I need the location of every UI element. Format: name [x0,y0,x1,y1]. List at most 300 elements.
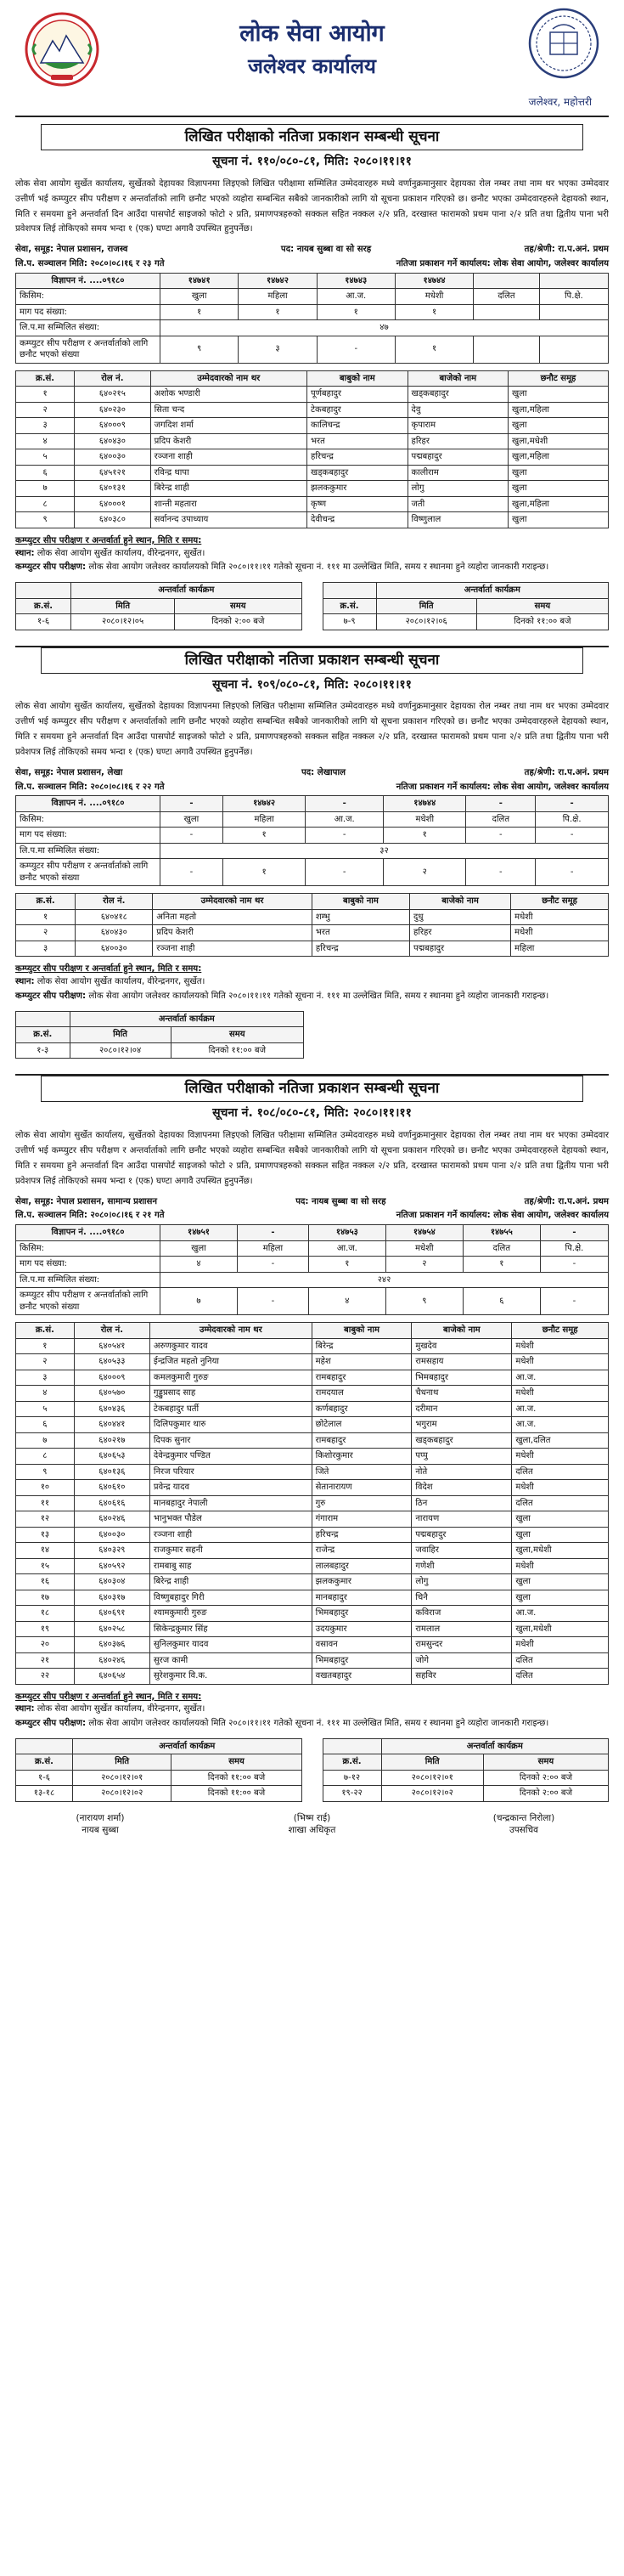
interview-caption-spacer [16,583,71,599]
interview-header-row [323,598,609,614]
candidate-cell: खड्कबहादुर [408,387,509,403]
notice-paragraph: लोक सेवा आयोग सुर्खेत कार्यालय, सुर्खेतको देहायका विज्ञापनमा लिइएको लिखित परीक्षामा सम्मिलित उम्मेदवारहरु मध्ये वर्णानुक्रमानुसार देहायका रोल नम्बर तथा नाम थर भएका उम्मेदवार उत्तीर्ण भई कम्प्युटर सीप परीक्षण र अन्तर्वार्ताको लागि छनौट भएको व्यहोरा सम्बन्धित सबैको जानकारीको लागि यो सूचना प्रकाशन गरिएको छ। छनौट भएका उम्मेदवारहरुले देहायको स्थान, मिति र समयमा हुने अन्तर्वार्ता दिन आउँदा पासपोर्ट साइजको फोटो २ प्रति, प्रमाणपत्रहरुको सक्कल सहित नक्कल २/२ प्रति, दरखास्त फारामको प्रथम पाना २/२ प्रति तथा द्वितीय पाना भरी प्रवेशपत्र लिई तोकिएको समय भन्दा १ (एक) घण्टा अगावै उपस्थित हुनुपर्नेछ। [15,702,609,758]
signature-block [15,1812,609,1836]
interview-cell: १३-१८ [16,1786,73,1802]
advertisement-cell: - [160,828,223,844]
table-row [16,614,302,630]
participant-count: ३२ [160,843,609,859]
advertisement-cell: मधेशी [395,289,473,305]
candidates-column-header: बाजेको नाम [412,1323,512,1339]
participant-count: २४२ [160,1272,609,1288]
candidate-cell: दिलिपकुमार थारु [149,1417,312,1433]
interview-caption-spacer [16,1011,70,1027]
candidate-cell: बिरेन्द्र शाही [149,1574,312,1590]
table-row [16,1495,609,1511]
interview-cell: दिनको ११:०० बजे [171,1042,303,1059]
interview-cell: २०८०।१२।०२ [72,1786,171,1802]
candidate-cell: भगुराम [412,1417,512,1433]
candidates-column-header: बाजेको नाम [408,370,509,387]
candidate-cell: १६ [16,1574,75,1590]
selected-candidates-table [15,370,609,528]
candidate-cell: लालबहादुर [312,1558,412,1574]
candidate-cell: विदेश [412,1480,512,1496]
candidate-cell: झलककुमार [312,1574,412,1590]
interview-cell: दिनको ११:०० बजे [171,1770,301,1786]
candidate-cell: ६४०२३० [75,402,150,418]
candidate-cell: अरुणकुमार यादव [149,1338,312,1354]
table-row [16,1401,609,1417]
interview-column-header: क्र.सं. [16,1027,70,1043]
interview-caption: अन्तर्वार्ता कार्यक्रम [72,1738,301,1754]
advertisement-cell: पि.क्षे. [539,289,608,305]
table-row [16,1511,609,1528]
table-row [16,418,609,434]
skill-test-line [15,561,609,575]
candidate-cell: सहविर [412,1669,512,1685]
candidate-cell: मानबहादुर नेपाली [149,1495,312,1511]
candidate-cell: मधेशी [511,909,609,925]
candidate-cell: ९ [16,1464,75,1480]
advertisement-header-row [16,796,609,812]
candidate-cell: २ [16,925,76,941]
table-row [16,1652,609,1669]
selected-candidates-table [15,893,609,957]
interview-cell: २०८०।१२।०१ [381,1770,483,1786]
candidate-cell: रामसुन्दर [412,1637,512,1653]
interview-column-header: क्र.सं. [16,1754,73,1771]
candidate-cell: ६४०५४१ [74,1338,149,1354]
signatory-name: (नारायण शर्मा) [76,1812,125,1823]
table-row [16,1354,609,1370]
candidate-cell: छोटेलाल [312,1417,412,1433]
candidate-cell: चैधनाथ [412,1386,512,1402]
candidates-column-header: क्र.सं. [16,1323,75,1339]
advertisement-row [16,320,609,336]
advertisement-cell: खुला [160,289,239,305]
advertisement-row-label: कम्प्युटर सीप परीक्षण र अन्तर्वार्ताको लागि छनौट भएको संख्या [16,859,160,886]
skill-test-label: कम्प्युटर सीप परीक्षण: [15,562,87,573]
candidate-cell: वखतबहादुर [312,1669,412,1685]
table-row [16,925,609,941]
notice-reference: सूचना नं. १०९/०८०-८१, मिति: २०८०।११।११ [212,677,412,692]
advertisement-cell [474,336,540,363]
table-row [323,614,609,630]
candidate-cell: ५ [16,449,75,466]
candidate-cell: आ.ज. [512,1401,609,1417]
candidates-column-header: छनौट समूह [511,894,609,910]
candidate-cell: ७ [16,1432,75,1449]
advertisement-cell [474,304,540,320]
interview-header-row [16,598,302,614]
candidate-cell: ३ [16,418,75,434]
interview-column-header: समय [175,598,301,614]
candidates-header-row [16,1323,609,1339]
candidate-cell: हरिचन्द्र [312,1527,412,1543]
candidate-cell: खुला,मधेशी [512,1621,609,1637]
candidate-cell: १ [16,387,75,403]
candidates-column-header: रोल नं. [74,1323,149,1339]
candidate-cell: खुला,महिला [509,402,609,418]
venue-line [15,975,609,990]
candidate-cell: पद्मबहादुर [412,1527,512,1543]
candidate-cell: खुला,महिला [509,496,609,512]
advertisement-cell: महिला [222,811,305,828]
candidate-cell: मानबहादुर [312,1590,412,1606]
advertisement-number-cell: - [160,796,223,812]
candidate-cell: ६४०००९ [74,1370,149,1386]
advertisement-row [16,828,609,844]
advertisement-number-cell: १४७५५ [463,1225,540,1241]
candidate-cell: देवेन्द्रकुमार पण्डित [149,1449,312,1465]
candidate-cell: ७ [16,481,75,497]
advertisement-number-cell: १४७५४ [385,1225,463,1241]
candidate-cell: २१ [16,1652,75,1669]
selected-candidates-table [15,1322,609,1685]
interview-column-header: क्र.सं. [323,598,376,614]
candidate-cell: शान्ती महतारा [150,496,306,512]
table-row [16,1449,609,1465]
post-name: पद: लेखापाल [301,767,346,777]
candidate-cell: दरीमान [412,1401,512,1417]
candidate-cell: रामसहाय [412,1354,512,1370]
table-row [16,909,609,925]
candidate-cell: मधेशी [512,1354,609,1370]
venue-label: स्थान: [15,548,35,558]
candidate-cell: ६४०००९ [75,418,150,434]
candidate-cell: ६४०३०४ [74,1574,149,1590]
candidate-cell: ६४०३८० [75,512,150,528]
result-office: नतिजा प्रकाशन गर्ने कार्यालय: लोक सेवा आयोग, जलेश्वर कार्यालय [396,1211,609,1221]
signatory-role: नायब सुब्बा [82,1825,119,1836]
venue-text: लोक सेवा आयोग सुर्खेत कार्यालय, वीरेन्द्रनगर, सुर्खेत। [37,1704,205,1715]
candidates-column-header: छनौट समूह [512,1323,609,1339]
signatory-3 [439,1812,609,1836]
interview-cell: २०८०।१२।०६ [376,614,476,630]
candidate-cell: ईन्द्रजित महतो नुनिया [149,1354,312,1370]
table-row [16,496,609,512]
candidate-cell: किशोरकुमार [312,1449,412,1465]
candidate-cell: खुला [512,1511,609,1528]
candidate-cell: झलककुमार [307,481,408,497]
advertisement-cell: २ [385,1257,463,1273]
candidate-cell: भानुभक्त पौडेल [149,1511,312,1528]
candidate-cell: दलित [512,1652,609,1669]
candidate-cell: रामलाल [412,1621,512,1637]
candidate-cell: सुरेशकुमार वि.क. [149,1669,312,1685]
candidates-column-header: बाबुको नाम [312,894,409,910]
advertisement-number-cell: विज्ञापन नं. ....०९१८० [16,796,160,812]
advertisement-cell: - [306,828,384,844]
notice-paragraph: लोक सेवा आयोग सुर्खेत कार्यालय, सुर्खेतको देहायका विज्ञापनमा लिइएको लिखित परीक्षामा सम्मिलित उम्मेदवारहरु मध्ये वर्णानुक्रमानुसार देहायका रोल नम्बर तथा नाम थर भएका उम्मेदवार उत्तीर्ण भई कम्प्युटर सीप परीक्षण र अन्तर्वार्ताको लागि छनौट भएको व्यहोरा सम्बन्धित सबैको जानकारीको लागि यो सूचना प्रकाशन गरिएको छ। छनौट भएका उम्मेदवारहरुले देहायको स्थान, मिति र समयमा हुने अन्तर्वार्ता दिन आउँदा पासपोर्ट साइजको फोटो २ प्रति, प्रमाणपत्रहरुको सक्कल सहित नक्कल २/२ प्रति, दरखास्त फारामको प्रथम पाना २/२ प्रति तथा द्वितीय पाना भरी प्रवेशपत्र लिई तोकिएको समय भन्दा १ (एक) घण्टा अगावै उपस्थित हुनुपर्नेछ। [15,1131,609,1186]
interview-schedule-row [15,1011,609,1059]
candidate-cell: १९ [16,1621,75,1637]
candidate-cell: दलित [512,1495,609,1511]
candidate-cell: उदयकुमार [312,1621,412,1637]
schedule-heading: कम्प्युटर सीप परीक्षण र अन्तर्वार्ता हुने स्थान, मिति र समय: [15,535,202,545]
candidate-cell: प्रवेन्द्र यादव [149,1480,312,1496]
result-notice [15,630,609,1059]
candidate-cell: ६ [16,465,75,481]
candidate-cell: १७ [16,1590,75,1606]
candidates-header-row [16,894,609,910]
candidate-cell: २ [16,1354,75,1370]
table-row [16,1574,609,1590]
office-name: जलेश्वर कार्यालय [248,54,376,78]
candidate-cell: भिमबहादुर [412,1370,512,1386]
candidate-cell: गुड्डुप्रसाद साह [149,1386,312,1402]
interview-schedule-row [15,582,609,630]
skill-test-label: कम्प्युटर सीप परीक्षण: [15,1719,87,1729]
notice-title: लिखित परीक्षाको नतिजा प्रकाशन सम्बन्धी सूचना [41,647,583,674]
candidate-cell: ६४०४३० [76,925,153,941]
candidate-cell: पद्मबहादुर [410,941,511,957]
candidate-cell: सुनिलकुमार यादव [149,1637,312,1653]
candidate-cell: ६४०१३६ [74,1464,149,1480]
interview-cell: दिनको ११:०० बजे [476,614,608,630]
candidate-cell: खुला [509,418,609,434]
candidate-cell: कालिचन्द्र [307,418,408,434]
interview-schedule-table [15,1738,302,1802]
interview-caption: अन्तर्वार्ता कार्यक्रम [71,583,301,599]
candidate-cell: प्रदिप केशरी [153,925,312,941]
advertisement-cell: १ [463,1257,540,1273]
advertisement-number-cell: १४७४४ [384,796,466,812]
candidate-cell: नारायण [412,1511,512,1528]
candidate-cell: टेकबहादुर घर्ती [149,1401,312,1417]
advertisement-row-label: किसिम: [16,811,160,828]
candidate-cell: खुला,मधेशी [512,1543,609,1559]
candidate-cell: ६४०२१५ [75,387,150,403]
result-notice [15,117,609,630]
advertisement-cell: ४ [308,1288,385,1315]
candidate-cell: मधेशी [512,1558,609,1574]
advertisement-cell: १ [384,828,466,844]
candidate-cell: ६४०६१० [74,1480,149,1496]
table-row [16,449,609,466]
table-row [16,1669,609,1685]
candidate-cell: नोते [412,1464,512,1480]
interview-cell: १-६ [16,614,71,630]
candidate-cell: ६४०४१८ [76,909,153,925]
candidate-cell: ५ [16,1401,75,1417]
table-row [16,1480,609,1496]
candidate-cell: खुला [509,387,609,403]
candidate-cell: पद्मबहादुर [408,449,509,466]
candidate-cell: मधेशी [512,1449,609,1465]
notices-container [15,117,609,1802]
candidate-cell: ६४०६१६ [74,1495,149,1511]
candidate-cell: रामबहादुर [312,1370,412,1386]
table-row [16,387,609,403]
candidate-cell: खुला,मधेशी [509,433,609,449]
venue-line [15,1703,609,1717]
advertisement-cell: आ.ज. [308,1240,385,1257]
advertisement-cell: १ [308,1257,385,1273]
candidate-cell: कर्णबहादुर [312,1401,412,1417]
candidates-column-header: रोल नं. [75,370,150,387]
candidate-cell: ४ [16,433,75,449]
candidate-cell: दलित [512,1464,609,1480]
candidate-cell: २२ [16,1669,75,1685]
candidate-cell: ८ [16,496,75,512]
candidate-cell: कृष्ण [307,496,408,512]
candidate-cell: २ [16,402,75,418]
signatory-role: उपसचिव [509,1825,539,1836]
table-row [16,1370,609,1386]
notice-title: लिखित परीक्षाको नतिजा प्रकाशन सम्बन्धी सूचना [41,1076,583,1102]
advertisement-cell: - [466,859,536,886]
candidate-cell: कृपाराम [408,418,509,434]
advertisement-cell: २ [384,859,466,886]
advertisement-header-row [16,273,609,289]
candidate-cell: खुला,दलित [512,1432,609,1449]
candidate-cell: लोगु [408,481,509,497]
candidate-cell: रामदयाल [312,1386,412,1402]
candidate-cell: ६४०१३१ [75,481,150,497]
advertisement-cell [539,304,608,320]
post-level: तह/श्रेणी: रा.प.अनं. प्रथम [524,767,609,777]
post-name: पद: नायब सुब्बा वा सो सरह [280,245,372,255]
candidate-cell: ६४०२४६ [74,1511,149,1528]
candidate-cell: सुरज कामी [149,1652,312,1669]
advertisement-row [16,336,609,363]
candidate-cell: आ.ज. [512,1606,609,1622]
candidate-cell: गणेशी [412,1558,512,1574]
advertisement-number-cell: १४७५१ [160,1225,238,1241]
advertisement-row [16,304,609,320]
candidates-column-header: उम्मेदवारको नाम थर [150,370,306,387]
advertisement-header-row [16,1225,609,1241]
candidate-cell: १३ [16,1527,75,1543]
candidate-cell: दिपक सुनार [149,1432,312,1449]
advertisement-number-cell [539,273,608,289]
candidate-cell: आ.ज. [512,1370,609,1386]
candidate-cell: १८ [16,1606,75,1622]
advertisement-cell: १ [222,859,305,886]
candidate-cell: खुला,महिला [509,449,609,466]
candidate-cell: ६४०३७६ [74,1637,149,1653]
candidate-cell: ६४०४३० [75,433,150,449]
candidate-cell: लोगु [412,1574,512,1590]
candidate-cell: ८ [16,1449,75,1465]
table-row [16,1386,609,1402]
advertisement-number-cell: १४७४४ [395,273,473,289]
advertisement-cell: ९ [385,1288,463,1315]
skill-test-label: कम्प्युटर सीप परीक्षण: [15,991,87,1001]
venue-line [15,547,609,562]
advertisement-number-cell [474,273,540,289]
candidate-cell: ६४०४३६ [74,1401,149,1417]
table-row [16,1417,609,1433]
candidates-column-header: क्र.सं. [16,370,75,387]
advertisement-number-cell: - [540,1225,608,1241]
venue-text: लोक सेवा आयोग सुर्खेत कार्यालय, वीरेन्द्रनगर, सुर्खेत। [37,977,205,987]
candidate-cell: श्यामकुमारी गुरुङ [149,1606,312,1622]
candidate-cell: मधेशी [512,1480,609,1496]
interview-cell: दिनको ११:०० बजे [171,1786,301,1802]
interview-column-header: मिति [381,1754,483,1771]
interview-cell: २०८०।१२।०४ [70,1042,171,1059]
candidate-cell: ६४०६९१ [74,1606,149,1622]
candidate-cell: ठिन [412,1495,512,1511]
skill-test-text: लोक सेवा आयोग जलेश्वर कार्यालयको मिति २०८०।११।११ गतेको सूचना नं. १११ मा उल्लेखित मिति, समय र स्थानमा हुने व्यहोरा जानकारी गराइन्छ। [88,562,549,573]
candidate-cell: विष्णुबहादुर गिरी [149,1590,312,1606]
candidates-column-header: बाबुको नाम [307,370,408,387]
candidate-cell: मधेशी [512,1386,609,1402]
candidate-cell: कमलकुमारी गुरुङ [149,1370,312,1386]
interview-caption-row [16,1738,302,1754]
interview-header-row [323,1754,609,1771]
signatory-1 [15,1812,185,1836]
candidate-cell: गुरु [312,1495,412,1511]
interview-column-header: क्र.सं. [16,598,71,614]
service-meta-row [15,244,609,256]
table-row [16,1432,609,1449]
post-name: पद: नायब सुब्बा वा सो सरह [295,1196,386,1206]
candidate-cell: बिरेन्द्र [312,1338,412,1354]
candidate-cell: १४ [16,1543,75,1559]
interview-header-row [16,1027,304,1043]
candidate-cell: हरिचन्द्र [307,449,408,466]
candidate-cell: ६४५१२१ [75,465,150,481]
candidate-cell: हरिचन्द्र [312,941,409,957]
notice-reference: सूचना नं. ११०/०८०-८१, मिति: २०८०।११।११ [212,154,412,168]
candidate-cell: १० [16,1480,75,1496]
table-row [16,941,609,957]
advertisement-number-cell: - [536,796,609,812]
candidate-cell: कालीराम [408,465,509,481]
advertisement-row [16,811,609,828]
candidate-cell: सेतानारायण [312,1480,412,1496]
candidate-cell: देवीचन्द्र [307,512,408,528]
exam-meta-row [15,782,609,794]
advertisement-cell: दलित [463,1240,540,1257]
interview-cell: ७-१२ [323,1770,381,1786]
table-row [16,1606,609,1622]
commission-seal-icon [527,7,600,80]
candidate-cell: गंगाराम [312,1511,412,1528]
candidate-cell: अशोक भण्डारी [150,387,306,403]
candidate-cell: टेकबहादुर [307,402,408,418]
table-row [16,1042,304,1059]
candidates-column-header: छनौट समूह [509,370,609,387]
advertisement-cell: १ [160,304,239,320]
table-row [16,433,609,449]
service-meta-row [15,767,609,779]
candidate-cell: भरत [307,433,408,449]
advertisement-cell: - [536,859,609,886]
candidate-cell: ६४०५९२ [74,1558,149,1574]
candidate-cell: मधेशी [512,1338,609,1354]
candidate-cell: रञ्जना शाही [150,449,306,466]
interview-column-header: मिति [72,1754,171,1771]
candidate-cell: ६४०२१७ [74,1432,149,1449]
interview-column-header: क्र.सं. [323,1754,381,1771]
advertisement-row-label: माग पद संख्या: [16,304,160,320]
interview-caption-spacer [323,583,376,599]
advertisement-row [16,1272,609,1288]
advertisement-table [15,1224,609,1315]
candidate-cell: आ.ज. [512,1417,609,1433]
advertisement-row-label: कम्प्युटर सीप परीक्षण र अन्तर्वार्ताको लागि छनौट भएको संख्या [16,336,160,363]
candidate-cell: जवाहिर [412,1543,512,1559]
candidate-cell: ६४०६५३ [74,1449,149,1465]
candidate-cell: वसावन [312,1637,412,1653]
candidate-cell: खुला [512,1527,609,1543]
candidate-cell: भरत [312,925,409,941]
interview-column-header: मिति [376,598,476,614]
post-level: तह/श्रेणी: रा.प.अनं. प्रथम [524,1196,609,1206]
